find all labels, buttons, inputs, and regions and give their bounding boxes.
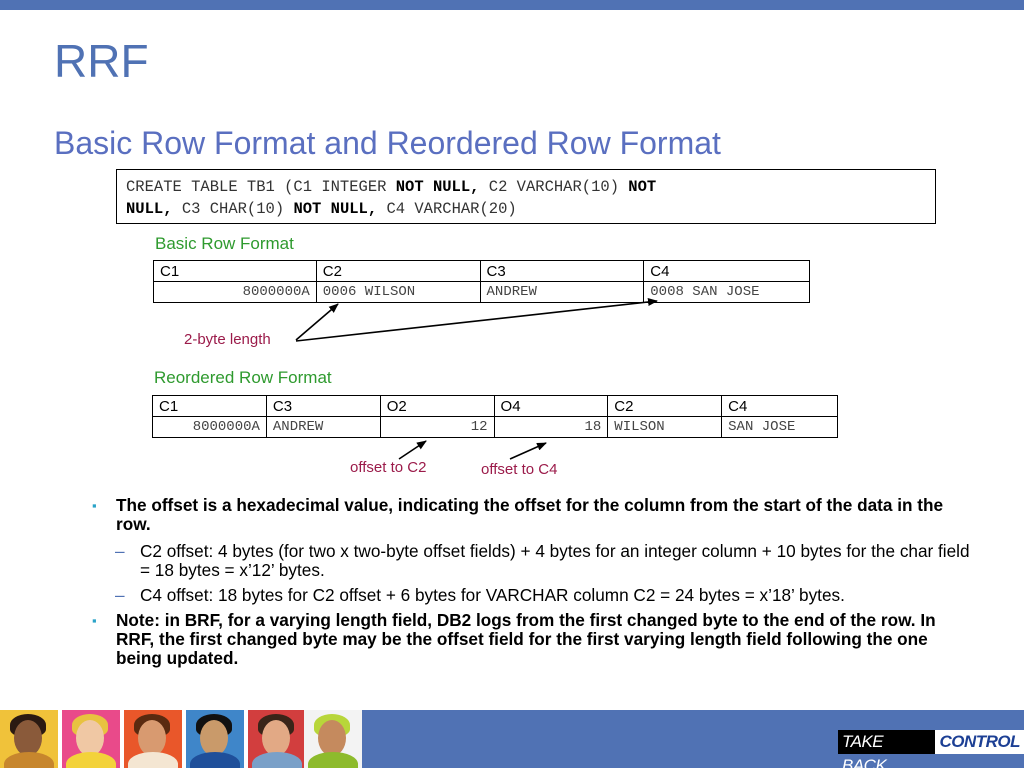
rrf-value-c2: WILSON (608, 417, 722, 438)
sub-bullet-item (92, 586, 972, 605)
arrow-to-o4 (510, 443, 546, 459)
brf-length-annotation: 2-byte length (184, 331, 271, 348)
person-photo (304, 710, 362, 768)
sub-bullet-text: C4 offset: 18 bytes for C2 offset + 6 bytes for VARCHAR column C2 = 24 bytes = x’18’ bytes. (140, 585, 845, 605)
rrf-header-c1: C1 (153, 396, 267, 417)
bullet-item (92, 496, 972, 534)
sub-bullet-marker: – (115, 585, 125, 605)
bullet-list (92, 496, 972, 693)
rrf-header-o2: O2 (380, 396, 494, 417)
rrf-header-c2: C2 (608, 396, 722, 417)
bullet-text: The offset is a hexadecimal value, indicating the offset for the column from the start of the data in the row. (116, 496, 944, 534)
take-back-control-logo (838, 730, 1024, 775)
bullet-marker: ▪ (92, 613, 97, 628)
sql-text: C3 CHAR(10) (172, 200, 294, 218)
rrf-offset-c2-annotation: offset to C2 (350, 459, 427, 476)
brf-value-c2: 0006 WILSON (316, 282, 480, 303)
rrf-value-c4: SAN JOSE (722, 417, 838, 438)
person-photo (62, 710, 120, 768)
rrf-label: Reordered Row Format (154, 368, 332, 387)
bullet-text: Note: in BRF, for a varying length field, DB2 logs from the first changed byte to the end of the row. In RRF, the first changed byte may be the offset field for the first varying length field following the one being updated. (116, 610, 936, 668)
person-photo (124, 710, 182, 768)
sql-text: C2 VARCHAR(10) (479, 178, 629, 196)
rrf-value-o4: 18 (494, 417, 608, 438)
brf-header-c2: C2 (316, 261, 480, 282)
sql-text: CREATE TABLE TB1 (C1 INTEGER (126, 178, 396, 196)
arrow-to-o2 (399, 441, 426, 459)
sql-keyword: NOT NULL, (293, 200, 378, 218)
brf-value-c3: ANDREW (480, 282, 644, 303)
rrf-value-c3: ANDREW (266, 417, 380, 438)
arrow-to-c4-length (296, 301, 657, 341)
sql-keyword: NULL, (126, 200, 173, 218)
sub-bullet-text: C2 offset: 4 bytes (for two x two-byte offset fields) + 4 bytes for an integer column + 10 bytes for the char field = 18 bytes = x’12’ bytes. (140, 541, 970, 580)
brf-value-c4: 0008 SAN JOSE (644, 282, 810, 303)
person-photo (0, 710, 58, 768)
slide-subtitle: Basic Row Format and Reordered Row Format (54, 125, 721, 161)
rrf-header-c4: C4 (722, 396, 838, 417)
sql-keyword: NOT NULL, (395, 178, 480, 196)
logo-take-back: TAKE BACK (838, 730, 935, 754)
arrow-to-c2-length (296, 304, 338, 340)
rrf-offset-c4-annotation: offset to C4 (481, 461, 558, 478)
rrf-value-c1: 8000000A (153, 417, 267, 438)
sub-bullet-marker: – (115, 541, 125, 561)
sql-text: C4 VARCHAR(20) (377, 200, 517, 218)
brf-header-c4: C4 (644, 261, 810, 282)
person-photo (186, 710, 244, 768)
brf-value-c1: 8000000A (154, 282, 317, 303)
footer-bar (0, 710, 1024, 775)
rrf-value-o2: 12 (380, 417, 494, 438)
people-photo-strip (0, 710, 362, 768)
sub-bullet-item (92, 542, 972, 580)
brf-label: Basic Row Format (155, 234, 294, 253)
logo-control: CONTROL (935, 730, 1024, 754)
brf-header-c3: C3 (480, 261, 644, 282)
rrf-header-c3: C3 (266, 396, 380, 417)
sql-keyword: NOT (628, 178, 657, 196)
bullet-marker: ▪ (92, 498, 97, 513)
rrf-header-o4: O4 (494, 396, 608, 417)
brf-header-c1: C1 (154, 261, 317, 282)
slide-title: RRF (54, 35, 149, 87)
person-photo (248, 710, 306, 768)
bullet-item (92, 611, 972, 668)
